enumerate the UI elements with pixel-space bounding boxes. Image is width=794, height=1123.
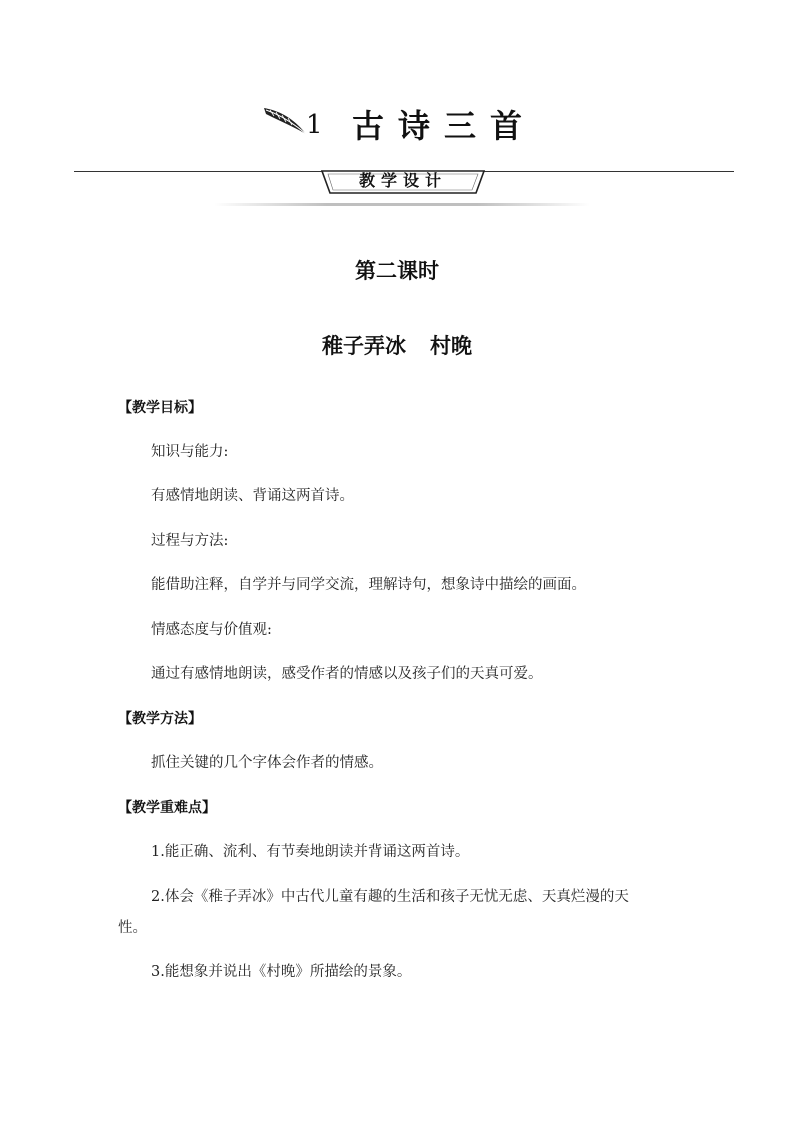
methods-heading: 【教学方法】 [118,711,202,727]
lesson-number: 1 [306,110,323,140]
emotion-text: 通过有感情地朗读，感受作者的情感以及孩子们的天真可爱。 [151,666,543,682]
key-point-3: 3.能想象并说出《村晚》所描绘的景象。 [151,964,412,980]
key-points-heading: 【教学重难点】 [118,800,216,816]
key-point-2: 2.体会《稚子弄冰》中古代儿童有趣的生活和孩子无忧无虑、天真烂漫的天 [151,889,629,905]
methods-text: 抓住关键的几个字体会作者的情感。 [151,755,383,771]
lesson-heading: 第二课时 [355,259,439,283]
emotion-label: 情感态度与价值观: [151,622,272,638]
process-text: 能借助注释，自学并与同学交流，理解诗句，想象诗中描绘的画面。 [151,577,586,593]
key-point-1: 1.能正确、流利、有节奏地朗读并背诵这两首诗。 [151,844,470,860]
knowledge-label: 知识与能力: [151,444,229,460]
process-label: 过程与方法: [151,533,229,549]
lesson-title: 古诗三首 [352,107,537,145]
poem-titles [0,331,794,361]
knowledge-text: 有感情地朗读、背诵这两首诗。 [151,488,354,504]
key-point-2-continued: 性。 [118,920,147,936]
objectives-heading: 【教学目标】 [118,400,202,416]
poem-title-2: 村晚 [430,334,472,358]
header-shadow-line [214,203,590,206]
poem-title-1: 稚子弄冰 [322,334,406,358]
feather-quill-icon [262,104,310,138]
badge-label: 教学设计 [358,171,447,190]
